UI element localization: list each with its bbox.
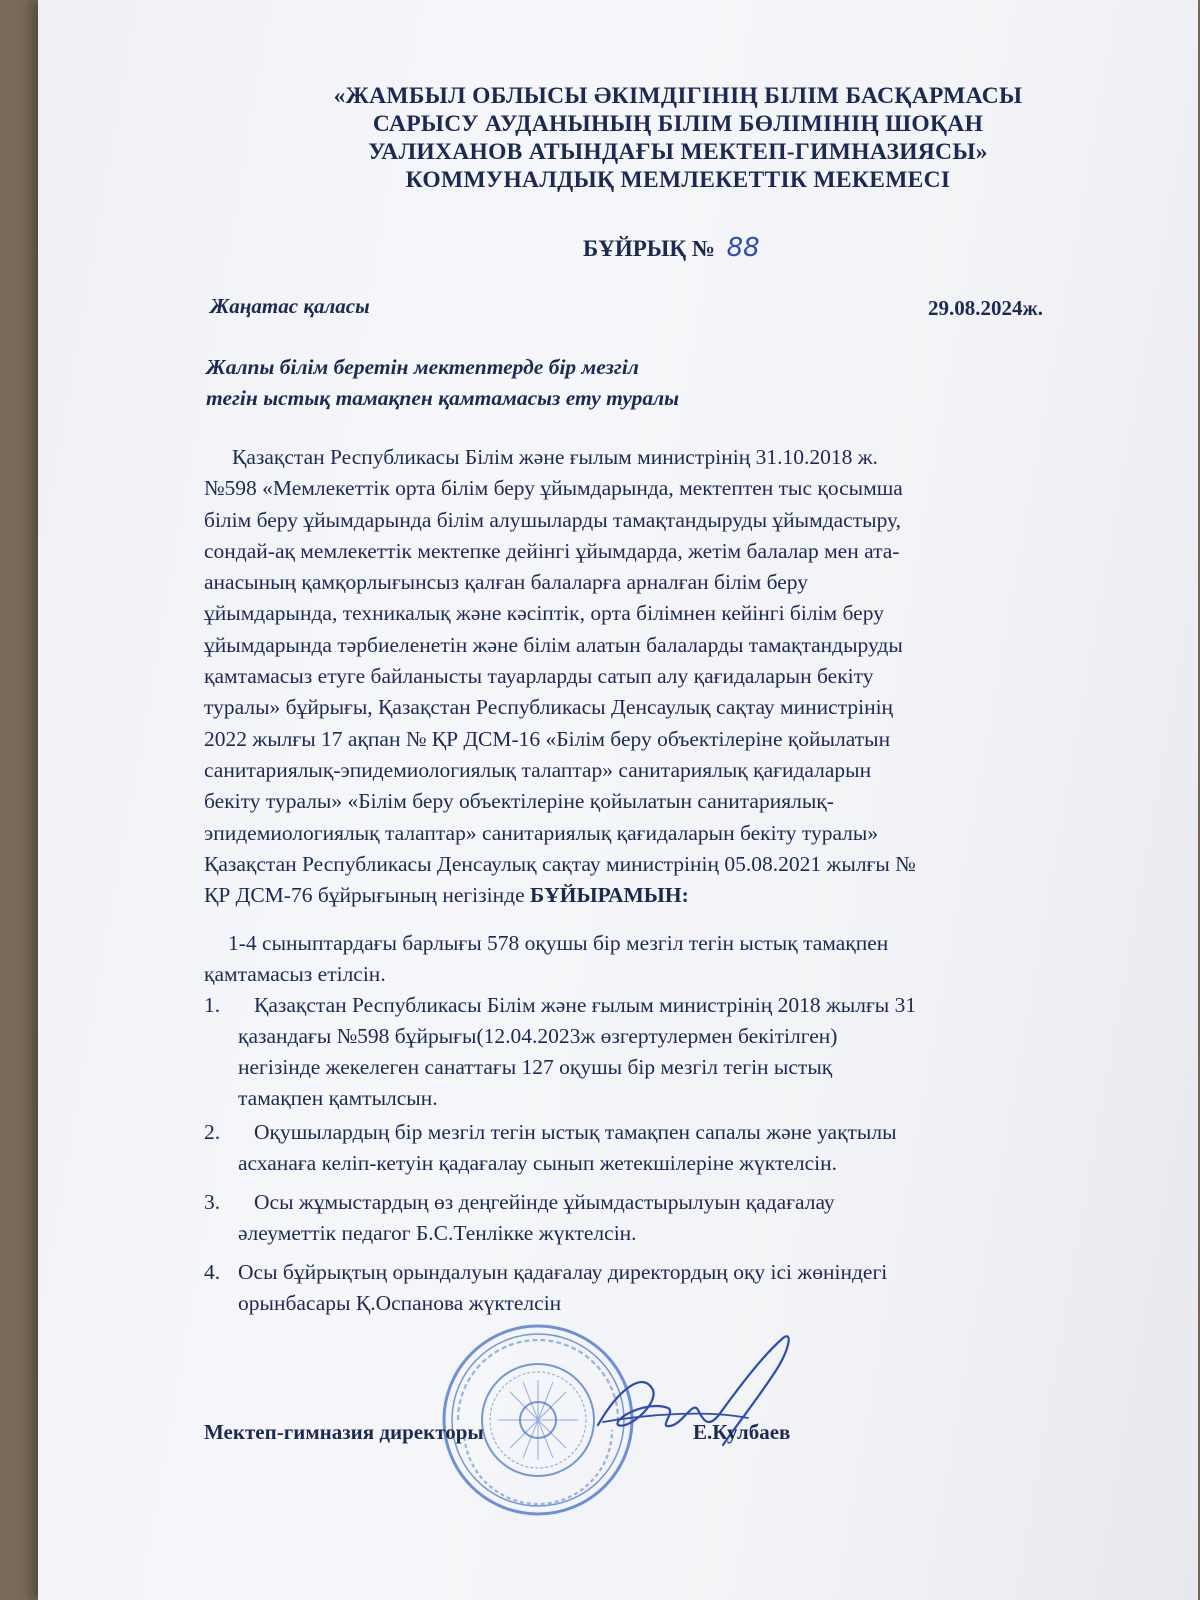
item-line: Осы жұмыстардың өз деңгейінде ұйымдастырылуын қадағалау (254, 1190, 835, 1214)
document-page (38, 0, 1198, 1600)
order-directive: БҰЙЫРАМЫН: (530, 883, 689, 908)
preamble-line: сондай-ақ мемлекеттік мектепке дейінгі ұйымдарда, жетім балалар мен ата- (204, 538, 900, 563)
subject-line: Жалпы білім беретін мектептерде бір мезгіл (206, 355, 639, 379)
preamble-line: Қазақстан Республикасы Білім және ғылым министрінің 31.10.2018 ж. (232, 445, 878, 469)
organization-header (218, 82, 1138, 194)
order-number: 88 (726, 233, 760, 263)
preamble-line: эпидемиологиялық талаптар» санитариялық қағидаларын бекіту туралы» (204, 820, 879, 845)
item-line: қазандағы №598 бұйрығы(12.04.2023ж өзгертулермен бекітілген) (238, 1024, 838, 1048)
item-number: 3. (204, 1190, 221, 1214)
item-number: 1. (204, 993, 221, 1017)
order-item (204, 1117, 1104, 1179)
preamble-line: ұйымдарында тәрбиеленетін және білім алатын балаларды тамақтандыруды (204, 632, 903, 657)
city: Жаңатас қаласы (210, 294, 370, 318)
preamble-last-line (204, 880, 1094, 911)
signature-position: Мектеп-гимназия директоры (204, 1420, 484, 1444)
order-item (204, 1257, 1104, 1319)
preamble-line: туралы» бұйрығы, Қазақстан Республикасы Денсаулық сақтау министрінің (204, 695, 894, 720)
org-line: УАЛИХАНОВ АТЫНДАҒЫ МЕКТЕП-ГИМНАЗИЯСЫ» (368, 139, 988, 165)
item-line: тамақпен қамтылсын. (238, 1086, 438, 1110)
order-title (583, 233, 760, 263)
org-line: «ЖАМБЫЛ ОБЛЫСЫ ӘКІМДІГІНІҢ БІЛІМ БАСҚАРМАСЫ (333, 83, 1023, 109)
org-line: КОММУНАЛДЫҚ МЕМЛЕКЕТТІК МЕКЕМЕСІ (405, 167, 951, 193)
preamble-line: ұйымдарында, техникалық және кәсіптік, орта білімнен кейінгі білім беру (204, 601, 884, 626)
item-line: негізінде жекелеген санаттағы 127 оқушы бір мезгіл тегін ыстық (238, 1055, 833, 1079)
item-line: орынбасары Қ.Оспанова жүктелсін (238, 1291, 562, 1315)
order-label: БҰЙРЫҚ № (583, 236, 715, 261)
preamble-line: білім беру ұйымдарында білім алушыларды тамақтандыруды ұйымдастыру, (204, 507, 902, 532)
item-line: Осы бұйрықтың орындалуын қадағалау директордың оқу ісі жөніндегі (238, 1260, 888, 1284)
item-number: 4. (204, 1260, 221, 1284)
item-line: Оқушылардың бір мезгіл тегін ыстық тамақпен сапалы және уақтылы (254, 1120, 897, 1144)
subject-line: тегін ыстық тамақпен қамтамасыз ету туралы (206, 386, 680, 410)
preamble-line: №598 «Мемлекеттік орта білім беру ұйымдарында, мектептен тыс қосымша (204, 476, 903, 501)
signature-name: Е.Кулбаев (693, 1420, 791, 1444)
preamble-line: бекіту туралы» «Білім беру объектілеріне қойылатын санитариялық- (204, 789, 834, 814)
preamble (204, 442, 1094, 911)
preamble-line: Қазақстан Республикасы Денсаулық сақтау министрінің 05.08.2021 жылғы № (204, 851, 916, 876)
preamble-line: қамтамасыз етуге байланысты тауарларды сатып алу қағидаларын бекіту (204, 664, 874, 689)
order-lead-line: 1-4 сыныптардағы барлығы 578 оқушы бір мезгіл тегін ыстық тамақпен (228, 931, 889, 955)
order-lead-line: қамтамасыз етілсін. (204, 962, 386, 986)
order-item (204, 990, 1104, 1114)
preamble-line: 2022 жылғы 17 ақпан № ҚР ДСМ-16 «Білім беру объектілеріне қойылатын (204, 726, 891, 751)
preamble-line: анасының қамқорлығынсыз қалған балаларға арналған білім беру (204, 570, 809, 595)
item-number: 2. (204, 1120, 221, 1144)
preamble-last-text: ҚР ДСМ-76 бұйрығының негізінде (204, 883, 530, 908)
item-line: асханаға келіп-кетуін қадағалау сынып жетекшілеріне жүктелсін. (238, 1151, 838, 1175)
order-date: 29.08.2024ж. (928, 296, 1043, 320)
org-line: САРЫСУ АУДАНЫНЫҢ БІЛІМ БӨЛІМІНІҢ ШОҚАН (372, 111, 984, 137)
preamble-line: санитариялық-эпидемиологиялық талаптар» санитариялық қағидаларын (204, 757, 872, 782)
item-line: Қазақстан Республикасы Білім және ғылым министрінің 2018 жылғы 31 (254, 993, 917, 1017)
order-items (204, 928, 1104, 1319)
item-line: әлеуметтік педагог Б.С.Тенлікке жүктелсін. (238, 1221, 637, 1245)
order-subject (206, 352, 679, 414)
order-item (204, 1187, 1104, 1249)
